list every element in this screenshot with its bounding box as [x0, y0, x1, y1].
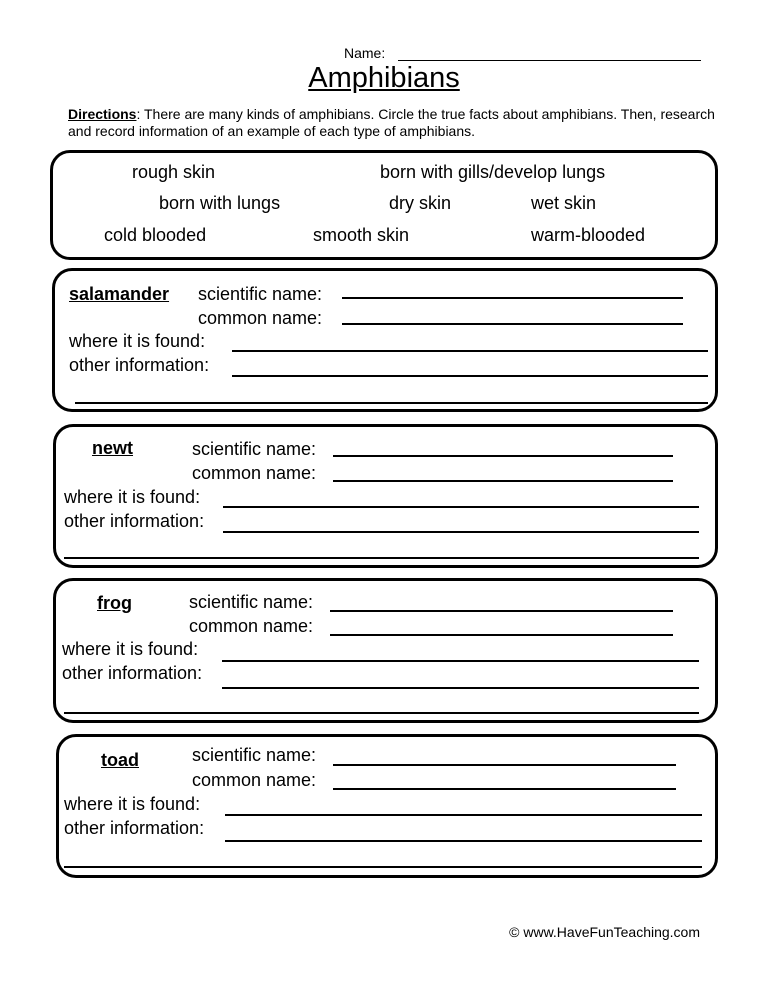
- directions-text: : There are many kinds of amphibians. Circle the true facts about amphibians. Then, research and record information of an example of each type of amphibians.: [68, 106, 715, 139]
- where-found-label: where it is found:: [69, 331, 206, 351]
- toad-extra-line[interactable]: [64, 866, 702, 868]
- frog-extra-line[interactable]: [64, 712, 699, 714]
- animal-frog: frog: [97, 593, 132, 613]
- fact-wet-skin[interactable]: wet skin: [531, 193, 597, 213]
- toad-found-line[interactable]: [225, 814, 702, 816]
- scientific-name-label: scientific name:: [192, 439, 317, 459]
- newt-extra-line[interactable]: [64, 557, 699, 559]
- where-found-label: where it is found:: [62, 639, 199, 659]
- animal-newt: newt: [92, 438, 134, 458]
- page-title: Amphibians: [308, 62, 460, 94]
- frog-other-line[interactable]: [222, 687, 699, 689]
- fact-cold-blooded[interactable]: cold blooded: [104, 225, 207, 245]
- fact-born-with-lungs[interactable]: born with lungs: [159, 193, 281, 213]
- copyright-footer: © www.HaveFunTeaching.com: [509, 924, 700, 940]
- common-name-label: common name:: [189, 616, 314, 636]
- other-info-label: other information:: [64, 511, 205, 531]
- common-name-label: common name:: [192, 770, 317, 790]
- newt-found-line[interactable]: [223, 506, 699, 508]
- other-info-label: other information:: [69, 355, 210, 375]
- fact-dry-skin[interactable]: dry skin: [389, 193, 452, 213]
- fact-rough-skin[interactable]: rough skin: [132, 162, 216, 182]
- directions-label: Directions: [68, 106, 137, 122]
- where-found-label: where it is found:: [64, 794, 201, 814]
- name-label: Name:: [344, 45, 386, 61]
- scientific-name-label: scientific name:: [192, 745, 317, 765]
- newt-common-line[interactable]: [333, 480, 673, 482]
- scientific-name-label: scientific name:: [189, 592, 314, 612]
- name-field-line[interactable]: [398, 60, 701, 61]
- salamander-scientific-line[interactable]: [342, 297, 683, 299]
- common-name-label: common name:: [192, 463, 317, 483]
- other-info-label: other information:: [64, 818, 205, 838]
- frog-found-line[interactable]: [222, 660, 699, 662]
- other-info-label: other information:: [62, 663, 203, 683]
- salamander-other-line[interactable]: [232, 375, 708, 377]
- fact-born-with-gills[interactable]: born with gills/develop lungs: [380, 162, 606, 182]
- salamander-common-line[interactable]: [342, 323, 683, 325]
- frog-common-line[interactable]: [330, 634, 673, 636]
- frog-scientific-line[interactable]: [330, 610, 673, 612]
- animal-salamander: salamander: [69, 284, 170, 304]
- scientific-name-label: scientific name:: [198, 284, 323, 304]
- toad-common-line[interactable]: [333, 788, 676, 790]
- fact-warm-blooded[interactable]: warm-blooded: [531, 225, 646, 245]
- salamander-extra-line[interactable]: [75, 402, 708, 404]
- toad-other-line[interactable]: [225, 840, 702, 842]
- fact-smooth-skin[interactable]: smooth skin: [313, 225, 410, 245]
- common-name-label: common name:: [198, 308, 323, 328]
- newt-other-line[interactable]: [223, 531, 699, 533]
- toad-scientific-line[interactable]: [333, 764, 676, 766]
- salamander-found-line[interactable]: [232, 350, 708, 352]
- newt-scientific-line[interactable]: [333, 455, 673, 457]
- where-found-label: where it is found:: [64, 487, 201, 507]
- animal-toad: toad: [101, 750, 139, 770]
- directions: [68, 106, 718, 140]
